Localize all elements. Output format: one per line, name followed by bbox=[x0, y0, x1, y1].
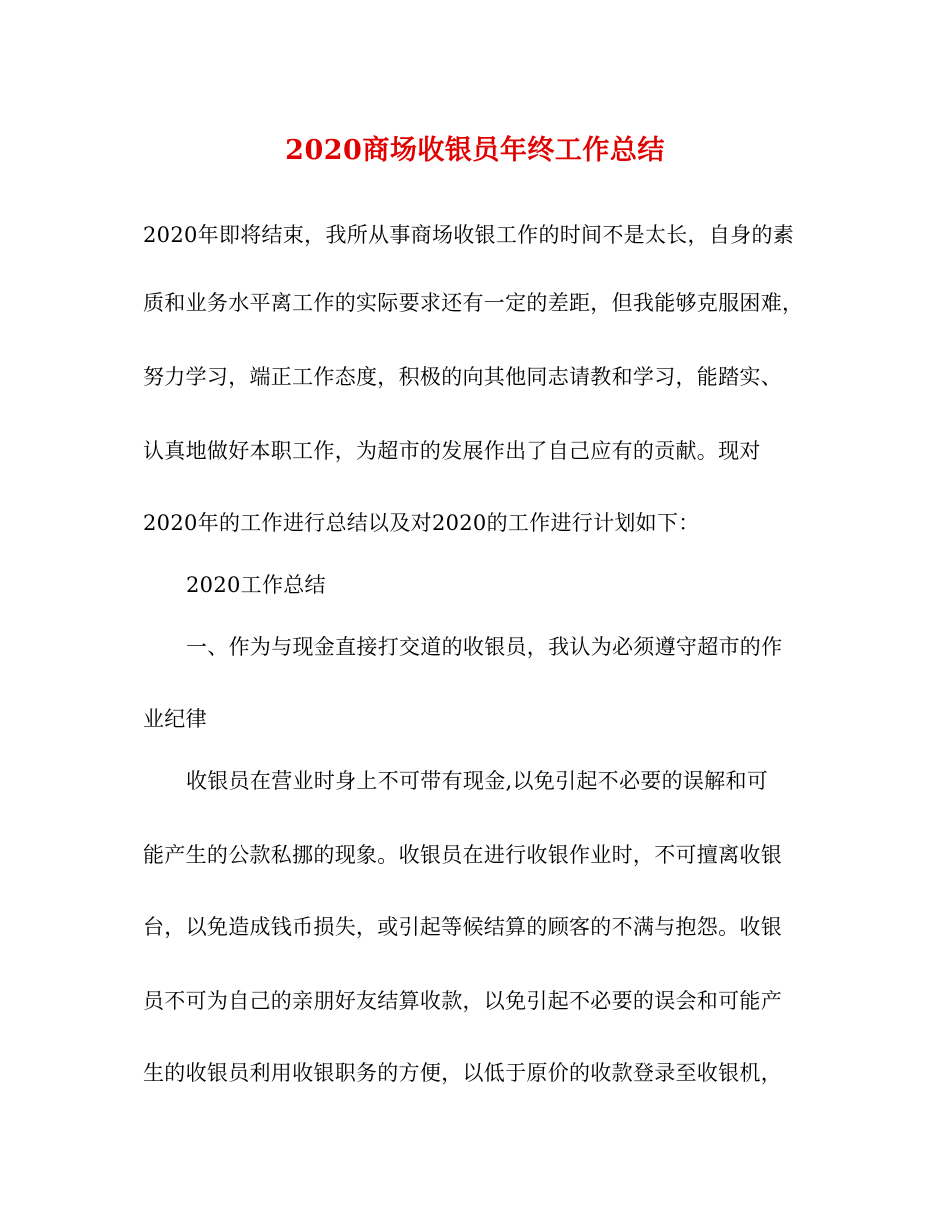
body-line-9: 收银员在营业时身上不可带有现金,以免引起不必要的误解和可 bbox=[186, 769, 769, 793]
numbered-item-heading: 一、作为与现金直接打交道的收银员，我认为必须遵守超市的作 bbox=[186, 635, 783, 659]
document-title: 2020商场收银员年终工作总结 bbox=[285, 135, 665, 166]
body-line-2: 质和业务水平离工作的实际要求还有一定的差距，但我能够克服困难， bbox=[143, 291, 804, 315]
body-line-8: 业纪律 bbox=[143, 707, 207, 731]
body-line-4: 认真地做好本职工作，为超市的发展作出了自己应有的贡献。现对 bbox=[143, 439, 761, 463]
body-line-1: 2020年即将结束，我所从事商场收银工作的时间不是太长，自身的素 bbox=[143, 223, 795, 247]
body-line-10: 能产生的公款私挪的现象。收银员在进行收银作业时，不可擅离收银 bbox=[143, 843, 782, 867]
body-line-3: 努力学习，端正工作态度，积极的向其他同志请教和学习，能踏实、 bbox=[143, 365, 782, 389]
body-line-5: 2020年的工作进行总结以及对2020的工作进行计划如下： bbox=[143, 511, 700, 535]
body-line-12: 员不可为自己的亲朋好友结算收款，以免引起不必要的误会和可能产 bbox=[143, 989, 782, 1013]
body-line-13: 生的收银员利用收银职务的方便，以低于原价的收款登录至收银机， bbox=[143, 1061, 782, 1085]
section-heading: 2020工作总结 bbox=[186, 573, 326, 597]
body-line-11: 台，以免造成钱币损失，或引起等候结算的顾客的不满与抱怨。收银 bbox=[143, 915, 782, 939]
